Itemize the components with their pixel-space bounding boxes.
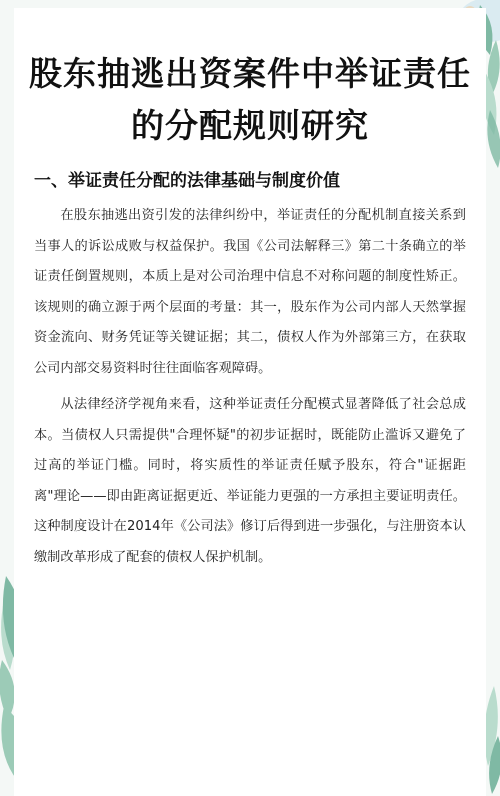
document-body <box>34 201 466 579</box>
document-title <box>14 48 486 152</box>
title-line-1: 股东抽逃出资案件中举证责任 <box>29 54 471 93</box>
title-line-2: 的分配规则研究 <box>131 106 369 145</box>
paragraph-1: 在股东抽逃出资引发的法律纠纷中，举证责任的分配机制直接关系到当事人的诉讼成败与权益保护。我国《公司法解释三》第二十条确立的举证责任倒置规则，本质上是对公司治理中信息不对称问题的制度性矫正。该规则的确立源于两个层面的考量：其一，股东作为公司内部人天然掌握资金流向、财务凭证等关键证据；其二，债权人作为外部第三方，在获取公司内部交易资料时往往面临客观障碍。 <box>34 208 466 376</box>
document-sheet <box>14 8 486 796</box>
paragraph-2: 从法律经济学视角来看，这种举证责任分配模式显著降低了社会总成本。当债权人只需提供"合理怀疑"的初步证据时，既能防止滥诉又避免了过高的举证门槛。同时，将实质性的举证责任赋予股东，符合"证据距离"理论——即由距离证据更近、举证能力更强的一方承担主要证明责任。这种制度设计在2014年《公司法》修订后得到进一步强化，与注册资本认缴制改革形成了配套的债权人保护机制。 <box>34 397 466 565</box>
section-heading: 一、举证责任分配的法律基础与制度价值 <box>34 171 340 191</box>
